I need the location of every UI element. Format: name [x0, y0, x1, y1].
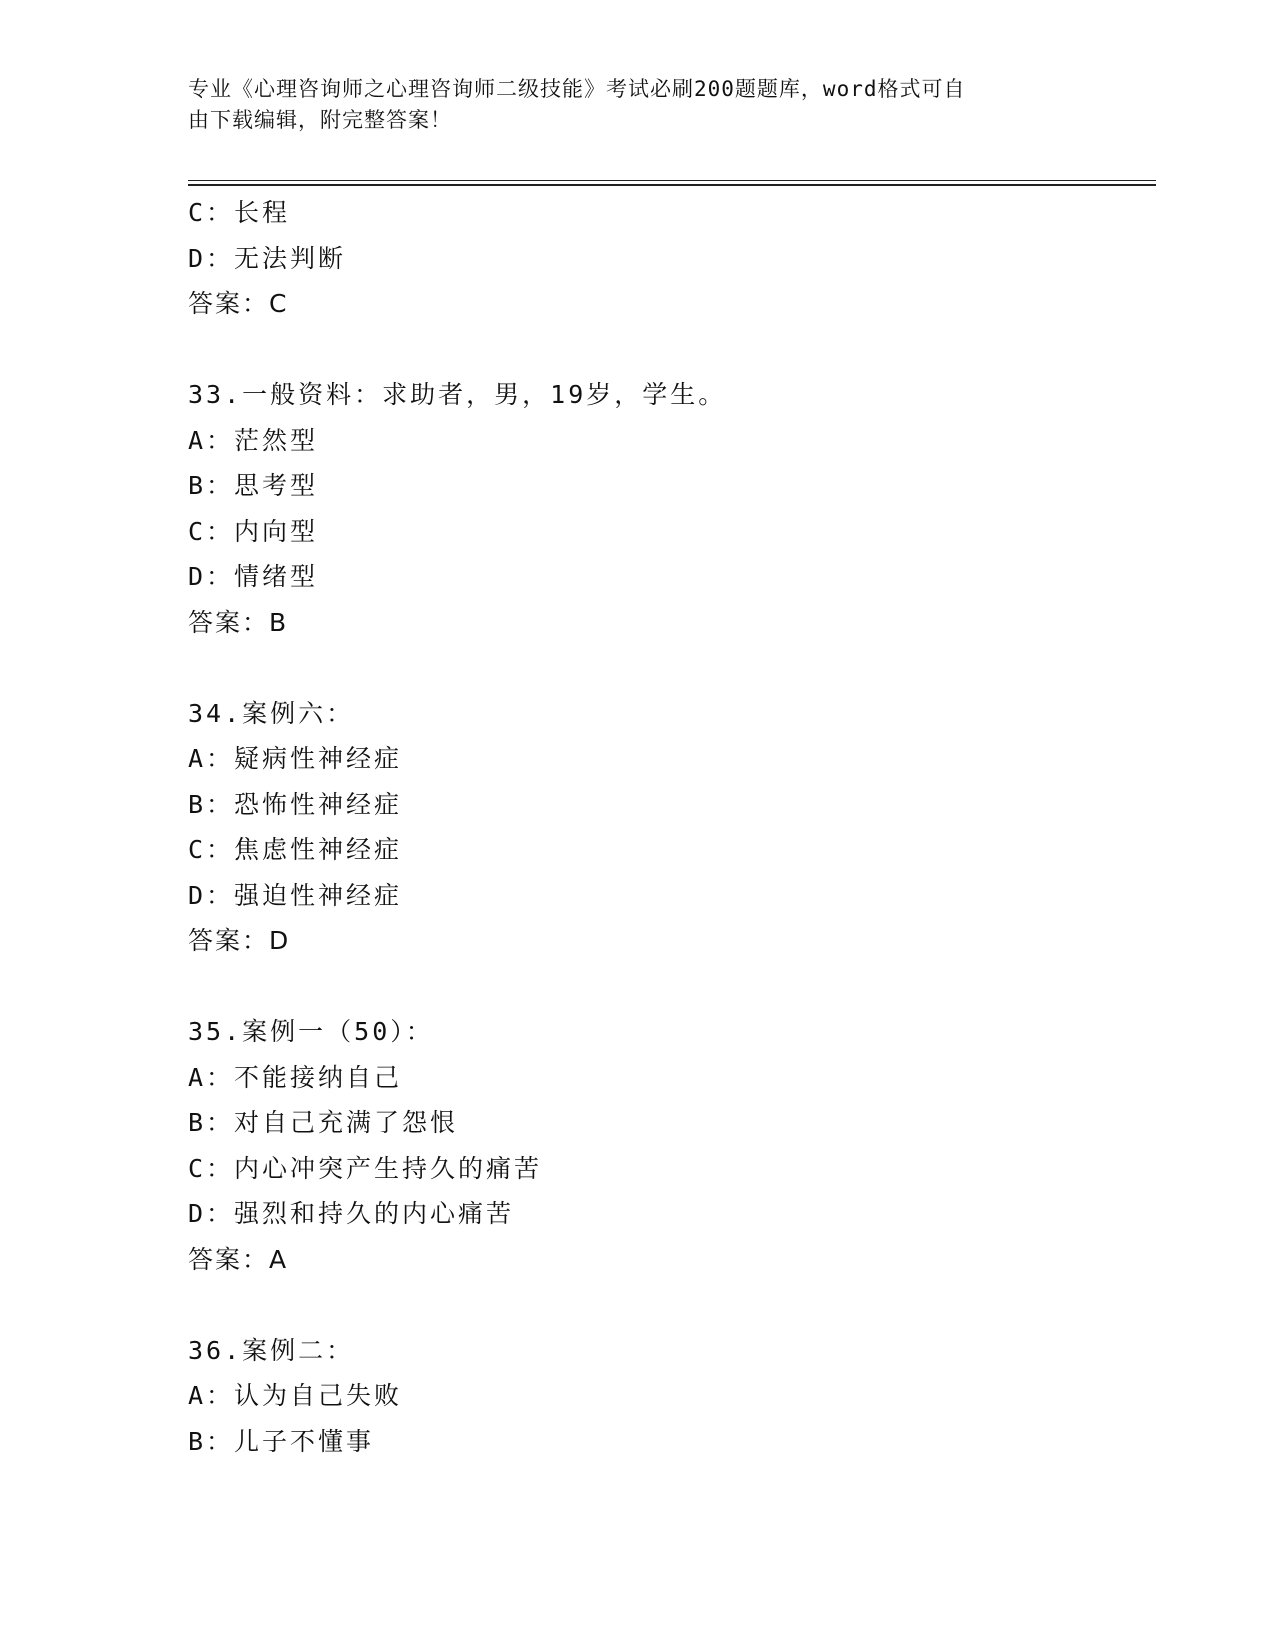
header-line-2: 由下载编辑，附完整答案！ — [188, 108, 452, 132]
question-stem: 36.案例二： — [188, 1335, 355, 1365]
question-36 — [188, 1328, 1148, 1465]
answer-line: 答案：B — [188, 607, 289, 637]
header-divider — [188, 180, 1156, 181]
option-a: A：认为自己失败 — [188, 1381, 403, 1410]
question-stem: 35.案例一（50）： — [188, 1017, 434, 1046]
question-32-tail — [188, 190, 1148, 327]
question-34 — [188, 691, 1148, 964]
option-a: A：疑病性神经症 — [188, 744, 403, 773]
header-line-1: 专业《心理咨询师之心理咨询师二级技能》考试必刷200题题库，word格式可自 — [188, 77, 966, 101]
option-a: A：茫然型 — [188, 425, 319, 455]
option-b: B：儿子不懂事 — [188, 1426, 375, 1456]
option-c: C：焦虑性神经症 — [188, 835, 403, 864]
option-d: D：强迫性神经症 — [188, 880, 403, 910]
option-a: A：不能接纳自己 — [188, 1062, 403, 1092]
question-35 — [188, 1009, 1148, 1282]
option-d: D：情绪型 — [188, 562, 319, 591]
option-b: B：恐怖性神经症 — [188, 789, 403, 819]
option-c: C：长程 — [188, 198, 291, 227]
option-b: B：思考型 — [188, 471, 319, 500]
question-stem: 33.一般资料：求助者，男，19岁，学生。 — [188, 380, 727, 409]
question-33 — [188, 372, 1148, 645]
document-header — [188, 74, 1068, 136]
answer-line: 答案：D — [188, 926, 291, 955]
option-d: D：强烈和持久的内心痛苦 — [188, 1199, 515, 1228]
question-stem: 34.案例六： — [188, 698, 355, 728]
option-d: D：无法判断 — [188, 243, 347, 273]
option-c: C：内向型 — [188, 516, 319, 546]
answer-line: 答案：C — [188, 289, 289, 318]
answer-line: 答案：A — [188, 1244, 289, 1274]
option-c: C：内心冲突产生持久的痛苦 — [188, 1153, 543, 1183]
question-list — [188, 190, 1148, 1464]
header-divider-thick — [188, 184, 1156, 186]
option-b: B：对自己充满了怨恨 — [188, 1108, 459, 1137]
